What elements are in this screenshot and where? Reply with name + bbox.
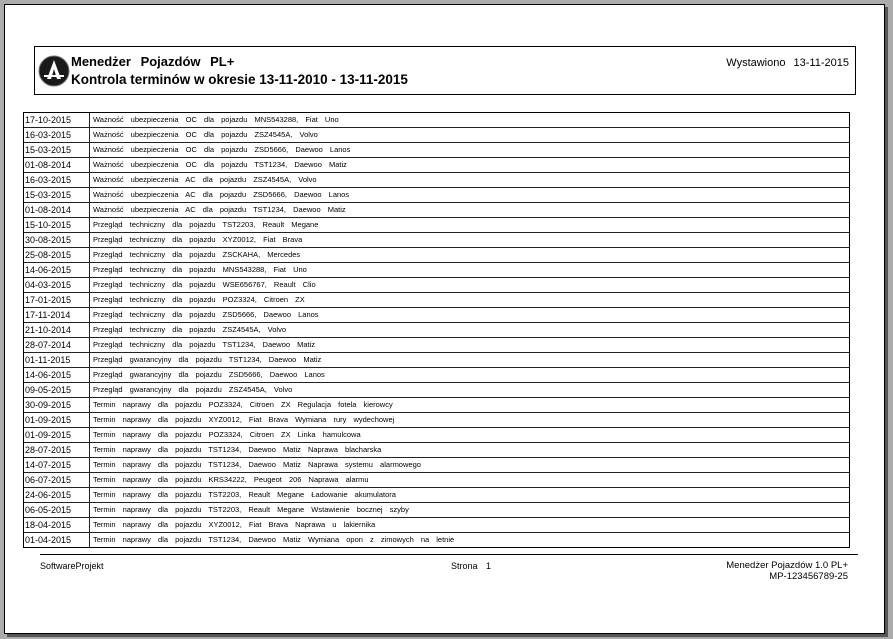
row-description: Ważność ubezpieczenia OC dla pojazdu TST1234, Daewoo Matiz (90, 158, 850, 173)
row-date: 17-01-2015 (24, 293, 90, 308)
row-description: Ważność ubezpieczenia OC dla pojazdu ZSZ4545A, Volvo (90, 128, 850, 143)
row-date: 28-07-2014 (24, 338, 90, 353)
table-row (24, 353, 849, 368)
row-description: Termin naprawy dla pojazdu POZ3324, Citroen ZX Linka hamulcowa (90, 428, 850, 443)
row-description: Termin naprawy dla pojazdu TST1234, Daewoo Matiz Naprawa systemu alarmowego (90, 458, 850, 473)
row-date: 09-05-2015 (24, 383, 90, 398)
table-row (24, 278, 849, 293)
table-row (24, 293, 849, 308)
row-date: 01-08-2014 (24, 203, 90, 218)
row-date: 01-09-2015 (24, 428, 90, 443)
row-description: Termin naprawy dla pojazdu TST2203, Reault Megane Wstawienie bocznej szyby (90, 503, 850, 518)
row-date: 30-08-2015 (24, 233, 90, 248)
row-description: Przegląd techniczny dla pojazdu ZSD5666, Daewoo Lanos (90, 308, 850, 323)
table-row (24, 368, 849, 383)
table-row (24, 503, 849, 518)
row-date: 14-07-2015 (24, 458, 90, 473)
row-description: Ważność ubezpieczenia AC dla pojazdu ZSZ4545A, Volvo (90, 173, 850, 188)
row-date: 24-06-2015 (24, 488, 90, 503)
row-date: 17-11-2014 (24, 308, 90, 323)
table-row (24, 428, 849, 443)
row-date: 30-09-2015 (24, 398, 90, 413)
footer-product-info (726, 560, 848, 582)
row-date: 16-03-2015 (24, 173, 90, 188)
table-row (24, 473, 849, 488)
table-row (24, 383, 849, 398)
footer-divider (40, 554, 858, 555)
table-row (24, 113, 849, 128)
row-date: 06-07-2015 (24, 473, 90, 488)
row-description: Ważność ubezpieczenia OC dla pojazdu MNS543288, Fiat Uno (90, 113, 850, 128)
row-date: 14-06-2015 (24, 368, 90, 383)
table-row (24, 128, 849, 143)
footer-product: Menedżer Pojazdów 1.0 PL+ (726, 560, 848, 571)
footer-serial: MP-123456789-25 (769, 571, 848, 582)
row-description: Termin naprawy dla pojazdu TST1234, Daewoo Matiz Naprawa blacharska (90, 443, 850, 458)
row-date: 01-09-2015 (24, 413, 90, 428)
table-row (24, 248, 849, 263)
row-description: Termin naprawy dla pojazdu KRS34222, Peugeot 206 Naprawa alarmu (90, 473, 850, 488)
row-date: 01-04-2015 (24, 533, 90, 548)
row-date: 06-05-2015 (24, 503, 90, 518)
deadlines-table (23, 112, 850, 548)
table-row (24, 398, 849, 413)
row-date: 01-08-2014 (24, 158, 90, 173)
issued-date: Wystawiono 13-11-2015 (726, 57, 849, 69)
table-row (24, 443, 849, 458)
row-description: Termin naprawy dla pojazdu POZ3324, Citroen ZX Regulacja fotela kierowcy (90, 398, 850, 413)
row-description: Termin naprawy dla pojazdu XYZ0012, Fiat Brava Naprawa u lakiernika (90, 518, 850, 533)
app-title: Menedżer Pojazdów PL+ (71, 54, 235, 69)
footer-company: SoftwareProjekt (40, 561, 104, 571)
row-description: Termin naprawy dla pojazdu TST2203, Reault Megane Ładowanie akumulatora (90, 488, 850, 503)
report-header (34, 46, 856, 95)
app-logo-icon (38, 55, 70, 87)
row-date: 14-06-2015 (24, 263, 90, 278)
deadlines-table-body (24, 113, 849, 547)
row-description: Przegląd techniczny dla pojazdu TST1234, Daewoo Matiz (90, 338, 850, 353)
table-row (24, 188, 849, 203)
row-description: Ważność ubezpieczenia OC dla pojazdu ZSD5666, Daewoo Lanos (90, 143, 850, 158)
table-row (24, 518, 849, 533)
table-row (24, 458, 849, 473)
row-date: 18-04-2015 (24, 518, 90, 533)
row-description: Przegląd techniczny dla pojazdu POZ3324, Citroen ZX (90, 293, 850, 308)
table-row (24, 413, 849, 428)
row-description: Przegląd gwarancyjny dla pojazdu ZSZ4545A, Volvo (90, 383, 850, 398)
row-description: Przegląd techniczny dla pojazdu MNS543288, Fiat Uno (90, 263, 850, 278)
table-row (24, 323, 849, 338)
row-date: 16-03-2015 (24, 128, 90, 143)
row-description: Ważność ubezpieczenia AC dla pojazdu TST1234, Daewoo Matiz (90, 203, 850, 218)
table-row (24, 218, 849, 233)
row-date: 01-11-2015 (24, 353, 90, 368)
row-date: 17-10-2015 (24, 113, 90, 128)
row-description: Przegląd gwarancyjny dla pojazdu TST1234, Daewoo Matiz (90, 353, 850, 368)
table-row (24, 308, 849, 323)
row-description: Termin naprawy dla pojazdu XYZ0012, Fiat Brava Wymiana rury wydechowej (90, 413, 850, 428)
table-row (24, 203, 849, 218)
row-description: Przegląd techniczny dla pojazdu WSE656767, Reault Clio (90, 278, 850, 293)
table-row (24, 533, 849, 548)
report-page (4, 4, 885, 634)
table-row (24, 233, 849, 248)
row-description: Ważność ubezpieczenia AC dla pojazdu ZSD5666, Daewoo Lanos (90, 188, 850, 203)
row-date: 15-03-2015 (24, 188, 90, 203)
row-description: Termin naprawy dla pojazdu TST1234, Daewoo Matiz Wymiana opon z zimowych na letnie (93, 535, 455, 544)
row-description: Przegląd techniczny dla pojazdu TST2203, Reault Megane (90, 218, 850, 233)
table-row (24, 158, 849, 173)
row-date: 15-10-2015 (24, 218, 90, 233)
row-description: Przegląd techniczny dla pojazdu ZSCKAHA, Mercedes (90, 248, 850, 263)
row-date: 25-08-2015 (24, 248, 90, 263)
row-date: 21-10-2014 (24, 323, 90, 338)
row-date: 15-03-2015 (24, 143, 90, 158)
table-row (24, 338, 849, 353)
row-date: 04-03-2015 (24, 278, 90, 293)
row-date: 28-07-2015 (24, 443, 90, 458)
table-row (24, 143, 849, 158)
table-row (24, 173, 849, 188)
row-description: Przegląd techniczny dla pojazdu ZSZ4545A, Volvo (90, 323, 850, 338)
footer-page-number: Strona 1 (451, 561, 492, 571)
row-description: Przegląd techniczny dla pojazdu XYZ0012, Fiat Brava (90, 233, 850, 248)
table-row (24, 488, 849, 503)
table-row (24, 263, 849, 278)
row-description: Przegląd gwarancyjny dla pojazdu ZSD5666, Daewoo Lanos (90, 368, 850, 383)
report-title: Kontrola terminów w okresie 13-11-2010 - 13-11-2015 (71, 72, 408, 87)
